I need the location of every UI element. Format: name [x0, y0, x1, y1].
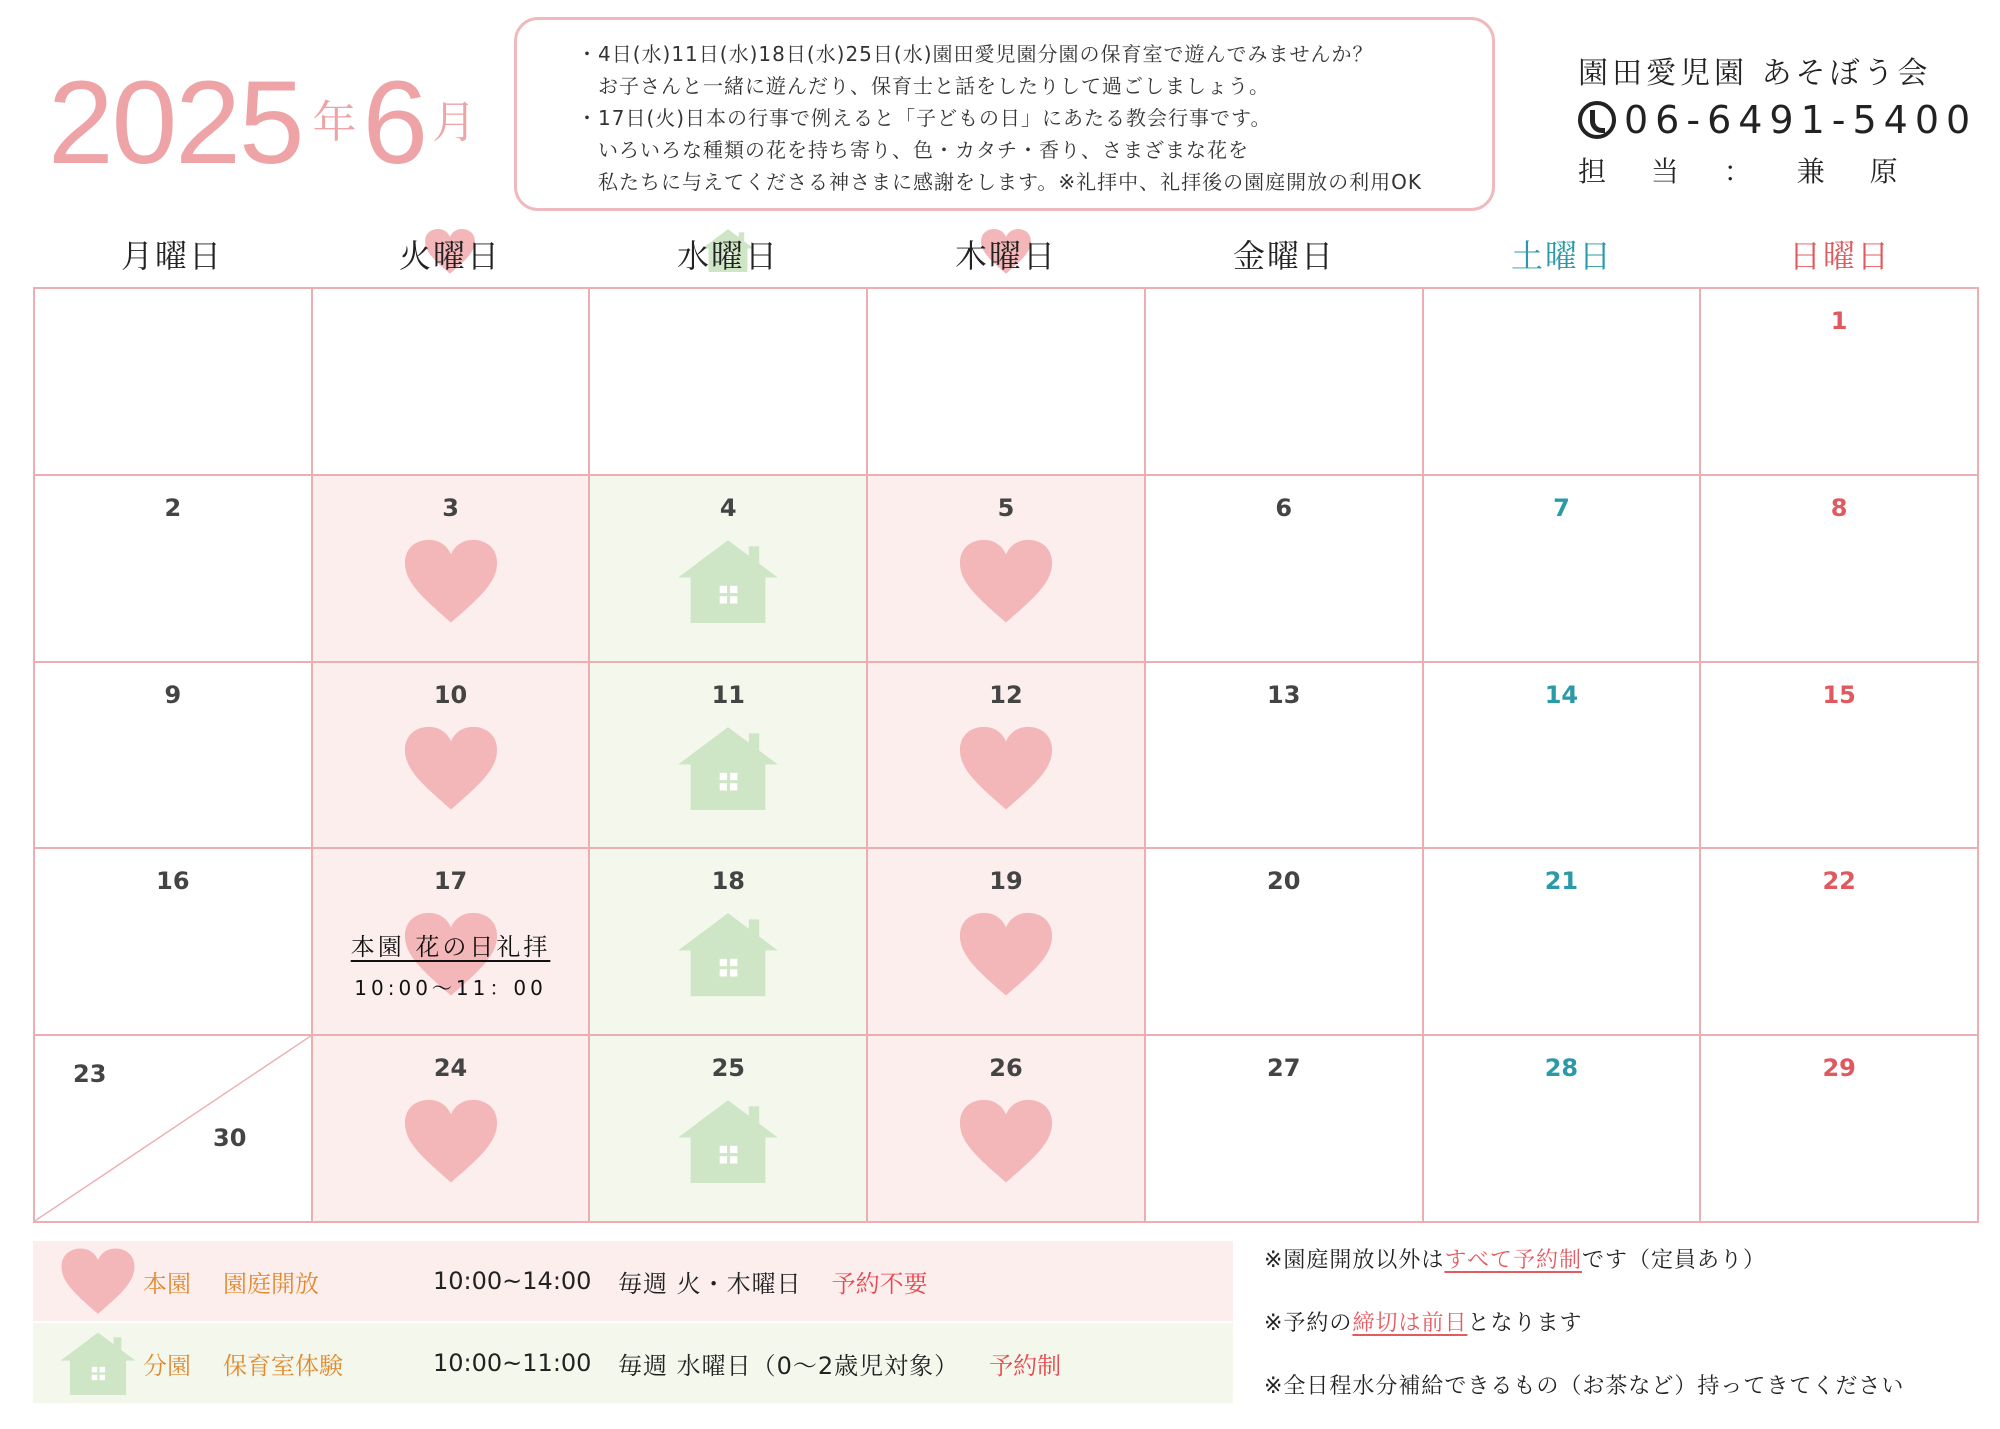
house-icon — [676, 725, 780, 810]
day-icon — [403, 725, 499, 815]
day-cell — [35, 663, 313, 850]
heart-icon — [60, 1247, 136, 1315]
day-icon — [676, 725, 780, 814]
day-cell — [590, 849, 868, 1036]
weekday-1 — [311, 228, 589, 284]
note-deadline — [1264, 1303, 1994, 1366]
day-number: 20 — [1267, 867, 1301, 896]
event-title: 本園 花の日礼拝 — [350, 933, 551, 962]
month-title — [48, 58, 476, 188]
legend-days: 毎週 水曜日（0〜2歳児対象） — [618, 1351, 960, 1380]
month-suffix: 月 — [432, 97, 477, 148]
weekday-header — [33, 228, 1979, 284]
day-cell — [313, 476, 591, 663]
day-cell — [868, 1036, 1146, 1223]
note-text: ※園庭開放以外は — [1264, 1248, 1445, 1273]
month-number: 6 — [362, 57, 427, 189]
day-number: 15 — [1822, 680, 1856, 709]
day-number: 26 — [989, 1054, 1023, 1083]
day-cell — [1701, 289, 1979, 476]
contact-person: 担 当 ： 兼 原 — [1578, 155, 1916, 188]
note-text: ※全日程水分補給できるもの（お茶など）持ってきてください — [1264, 1374, 1905, 1399]
event — [313, 927, 589, 1001]
house-icon — [59, 1331, 137, 1395]
phone-text: 06-6491-5400 — [1624, 98, 1978, 142]
notice-line: いろいろな種類の花を持ち寄り、色・カタチ・香り、さまざまな花を — [577, 138, 1249, 162]
note-highlight: すべて予約制 — [1444, 1248, 1582, 1273]
day-number: 4 — [719, 493, 737, 522]
heart-icon — [403, 538, 499, 624]
day-cell — [590, 663, 868, 850]
legend-reservation: 予約不要 — [831, 1269, 928, 1298]
weekday-2 — [589, 228, 867, 284]
org-name: 園田愛児園 あそぼう会 — [1578, 56, 1932, 91]
day-number: 22 — [1822, 867, 1856, 896]
day-icon — [403, 538, 499, 628]
legend-reservation: 予約制 — [989, 1351, 1062, 1380]
year-suffix: 年 — [312, 97, 357, 148]
day-cell — [1424, 849, 1702, 1036]
house-icon — [676, 911, 780, 996]
day-icon — [958, 725, 1054, 815]
day-cell — [35, 849, 313, 1036]
note-hydration — [1264, 1366, 1994, 1429]
weekday-0 — [33, 228, 311, 284]
day-cell — [1701, 663, 1979, 850]
day-number: 21 — [1544, 867, 1579, 896]
day-number: 23 — [73, 1060, 107, 1089]
day-icon — [676, 911, 780, 1000]
day-number: 30 — [213, 1124, 247, 1153]
day-cell — [1146, 476, 1424, 663]
day-number: 10 — [433, 680, 468, 709]
day-cell — [313, 1036, 591, 1223]
legend-main-campus — [33, 1241, 1233, 1321]
weekday-label: 日曜日 — [1788, 237, 1891, 275]
day-cell — [1146, 849, 1424, 1036]
day-number: 2 — [164, 493, 182, 522]
heart-icon — [958, 911, 1054, 997]
day-icon — [958, 911, 1054, 1001]
house-icon — [676, 538, 780, 623]
legend-activity: 保育室体験 — [223, 1351, 343, 1380]
day-icon — [403, 1098, 499, 1188]
note-reservation-required — [1264, 1240, 1994, 1303]
day-icon — [958, 538, 1054, 628]
day-number: 1 — [1830, 307, 1848, 335]
day-cell — [35, 289, 313, 476]
day-number: 19 — [989, 867, 1023, 896]
weekday-label: 金曜日 — [1232, 237, 1335, 275]
notice-line: 私たちに与えてくださる神さまに感謝をします。※礼拝中、礼拝後の園庭開放の利用OK — [577, 170, 1423, 194]
day-cell — [590, 1036, 868, 1223]
day-cell — [1701, 476, 1979, 663]
day-number: 16 — [156, 867, 190, 896]
heart-icon — [403, 725, 499, 811]
weekday-5 — [1423, 228, 1701, 284]
day-cell — [1146, 289, 1424, 476]
notice-line: ・17日(火)日本の行事で例えると「子どもの日」にあたる教会行事です。 — [577, 106, 1272, 130]
weekday-label: 木曜日 — [954, 237, 1057, 275]
day-number: 9 — [164, 680, 182, 709]
weekday-label: 土曜日 — [1510, 237, 1613, 275]
day-number: 8 — [1830, 493, 1848, 522]
phone-icon — [1578, 101, 1616, 139]
day-icon — [676, 538, 780, 627]
day-cell — [1701, 1036, 1979, 1223]
phone-number — [1578, 98, 1988, 142]
note-text: となります — [1467, 1311, 1583, 1336]
day-number: 29 — [1822, 1054, 1856, 1083]
notice-line: ・4日(水)11日(水)18日(水)25日(水)園田愛児園分園の保育室で遊んでみませんか？ — [577, 42, 1374, 66]
day-number: 12 — [989, 680, 1023, 709]
notice-box — [514, 17, 1495, 211]
day-cell — [35, 1036, 313, 1223]
day-number: 28 — [1544, 1054, 1579, 1083]
day-cell — [1424, 1036, 1702, 1223]
notes — [1264, 1240, 1994, 1429]
day-cell — [35, 476, 313, 663]
day-cell — [313, 663, 591, 850]
day-cell — [1146, 663, 1424, 850]
day-number: 24 — [433, 1054, 468, 1083]
day-cell — [868, 849, 1146, 1036]
weekday-label: 火曜日 — [398, 237, 501, 275]
legend-heart — [53, 1247, 143, 1315]
legend-branch-campus — [33, 1323, 1233, 1403]
event-time: 10:00〜11：00 — [354, 976, 547, 1001]
note-text: です（定員あり） — [1582, 1248, 1767, 1273]
notice-line: お子さんと一緒に遊んだり、保育士と話をしたりして過ごしましょう。 — [577, 74, 1270, 98]
year-number: 2025 — [48, 57, 303, 189]
day-icon — [676, 1098, 780, 1187]
day-cell — [590, 289, 868, 476]
weekday-label: 月曜日 — [120, 237, 223, 275]
day-cell — [868, 289, 1146, 476]
day-icon — [958, 1098, 1054, 1188]
day-number: 18 — [711, 867, 745, 896]
day-number: 13 — [1267, 680, 1301, 709]
note-highlight: 締切は前日 — [1352, 1311, 1468, 1336]
day-cell — [1424, 289, 1702, 476]
day-number: 27 — [1267, 1054, 1301, 1083]
legend-location: 分園 — [143, 1351, 191, 1380]
heart-icon — [958, 538, 1054, 624]
legend-location: 本園 — [143, 1269, 191, 1298]
day-number: 6 — [1275, 493, 1293, 522]
weekday-label: 水曜日 — [676, 237, 779, 275]
weekday-4 — [1145, 228, 1423, 284]
day-cell — [1701, 849, 1979, 1036]
day-cell — [313, 849, 591, 1036]
day-cell — [868, 663, 1146, 850]
legend-time: 10:00~11:00 — [433, 1349, 592, 1377]
day-cell — [868, 476, 1146, 663]
day-number: 25 — [711, 1054, 745, 1083]
day-number: 14 — [1544, 680, 1579, 709]
heart-icon — [403, 1098, 499, 1184]
heart-icon — [958, 1098, 1054, 1184]
day-cell — [1424, 476, 1702, 663]
house-icon — [676, 1098, 780, 1183]
day-number: 5 — [997, 493, 1015, 522]
day-number: 7 — [1553, 493, 1570, 522]
org-info — [1578, 48, 1988, 190]
legend-house — [53, 1331, 143, 1395]
note-text: ※予約の — [1264, 1311, 1353, 1336]
day-number: 17 — [433, 867, 468, 896]
weekday-3 — [867, 228, 1145, 284]
legend-activity: 園庭開放 — [223, 1269, 319, 1298]
weekday-6 — [1701, 228, 1979, 284]
day-number: 3 — [442, 493, 459, 522]
day-cell — [590, 476, 868, 663]
heart-icon — [958, 725, 1054, 811]
calendar-grid — [33, 287, 1979, 1223]
legend-days: 毎週 火・木曜日 — [618, 1269, 802, 1298]
day-cell — [1146, 1036, 1424, 1223]
legend-time: 10:00~14:00 — [433, 1267, 592, 1295]
day-cell — [1424, 663, 1702, 850]
day-cell — [313, 289, 591, 476]
day-number: 11 — [711, 680, 745, 709]
